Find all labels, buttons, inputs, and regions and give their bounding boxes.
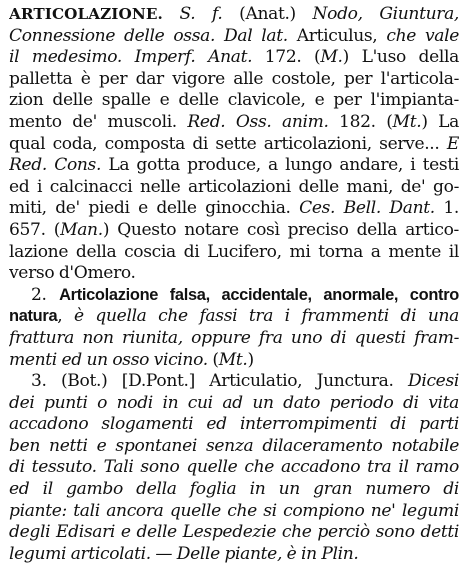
italic-text: Mt.	[218, 349, 248, 370]
headword: ARTICOLAZIONE.	[9, 5, 163, 23]
text-line-1	[9, 4, 459, 26]
text-segment: verso d'Omero.	[9, 263, 136, 284]
text-segment: miti, de' piedi e delle ginocchia.	[9, 198, 300, 219]
text-segment: 172. (	[252, 47, 321, 68]
text-segment: La gotta produce, a lungo andare, i testi	[101, 155, 459, 176]
text-segment: )	[247, 349, 254, 370]
sense-3-line-4	[9, 436, 459, 458]
text-segment: qual coda, composta di sette articolazioni, serve...	[9, 133, 447, 154]
italic-text: Dicesi	[407, 371, 459, 392]
text-segment: Articulus,	[287, 25, 387, 46]
italic-text: M.	[320, 47, 343, 68]
text-segment: ) Questo notare così preciso della artico-	[102, 219, 459, 240]
text-segment: 182. (	[328, 111, 393, 132]
text-line-3	[9, 47, 459, 69]
sense-2-line-1	[9, 285, 459, 307]
italic-text: piante: tali ancora quelle che si compiono ne' legumi	[9, 500, 459, 521]
sense-3-line-8	[9, 522, 459, 544]
text-segment: zion delle spalle e delle clavicole, e per l'impianta-	[9, 90, 459, 111]
italic-text: che vale	[386, 25, 459, 46]
text-line-2	[9, 26, 459, 48]
italic-text: di tessuto. Tali sono quelle che accadono tra il ramo	[9, 457, 459, 478]
italic-text: Connessione delle ossa. Dal lat.	[9, 25, 288, 46]
sense-2-line-4	[9, 350, 459, 372]
italic-text: degli Edisari e delle Lespedezie che perciò sono detti	[9, 522, 459, 543]
subentry-term: natura	[9, 307, 58, 326]
text-line-10	[9, 198, 459, 220]
italic-text: frattura non riunita, oppure fra uno di questi fram-	[9, 327, 459, 348]
text-segment: (Anat.)	[222, 4, 313, 24]
text-segment: ,	[57, 306, 75, 327]
text-line-11	[9, 220, 459, 242]
italic-text: Nodo, Giuntura,	[312, 4, 459, 24]
text-line-8	[9, 155, 459, 177]
sense-3-line-2	[9, 393, 459, 415]
sense-3-line-3	[9, 414, 459, 436]
text-line-6	[9, 112, 459, 134]
italic-text: Red. Cons.	[9, 155, 102, 176]
sense-3-line-5	[9, 457, 459, 479]
text-segment: 3. (Bot.) [D.Pont.] Articulatio, Junctura.	[31, 371, 408, 392]
sense-3-line-1	[9, 371, 459, 393]
text-line-7	[9, 134, 459, 156]
text-line-9	[9, 177, 459, 199]
italic-text: legumi articolati. — Delle piante, è in Plin.	[9, 543, 359, 564]
italic-text: Man.	[60, 219, 103, 240]
subentry-term: Articolazione falsa, accidentale, anormale, contro	[59, 285, 459, 304]
italic-text: S. f.	[179, 4, 223, 24]
italic-text: menti ed un osso vicino.	[9, 349, 208, 370]
sense-3-line-7	[9, 501, 459, 523]
text-segment: ed i calcinacci nelle articolazioni delle mani, de' go-	[9, 176, 459, 197]
sense-2-line-3	[9, 328, 459, 350]
text-line-12	[9, 242, 459, 264]
text-segment: (	[207, 349, 219, 370]
italic-text: Red. Oss. anim.	[187, 111, 329, 132]
text-segment: palletta è per dar vigore alle costole, per l'articola-	[9, 68, 459, 89]
text-segment: lazione della coscia di Lucifero, mi torna a mente il	[9, 241, 459, 262]
italic-text: Mt.	[392, 111, 422, 132]
text-segment: 1.	[434, 198, 459, 219]
italic-text: dei punti o nodi in cui ad un dato periodo di vita	[9, 392, 459, 413]
text-segment: ) L'uso della	[342, 47, 459, 68]
text-segment: mento de' muscoli.	[9, 111, 188, 132]
italic-text: ed il gambo della foglia in un gran numero di	[9, 479, 459, 500]
italic-text: E	[446, 133, 459, 154]
text-line-4	[9, 69, 459, 91]
text-line-13	[9, 263, 459, 285]
italic-text: il medesimo. Imperf. Anat.	[9, 47, 253, 68]
italic-text: ben netti e spontanei senza dilaceramento notabile	[9, 435, 459, 456]
text-segment: ) La	[421, 111, 459, 132]
text-segment: 657. (	[9, 219, 61, 240]
sense-2-line-2	[9, 306, 459, 328]
text-line-5	[9, 90, 459, 112]
italic-text: Ces. Bell. Dant.	[299, 198, 435, 219]
text-segment: 2.	[31, 284, 60, 305]
italic-text: accadono slogamenti ed interrompimenti di parti	[9, 414, 459, 435]
text-segment	[163, 4, 180, 24]
sense-3-line-6	[9, 479, 459, 501]
italic-text: è quella che fassi tra i frammenti di una	[74, 306, 459, 327]
